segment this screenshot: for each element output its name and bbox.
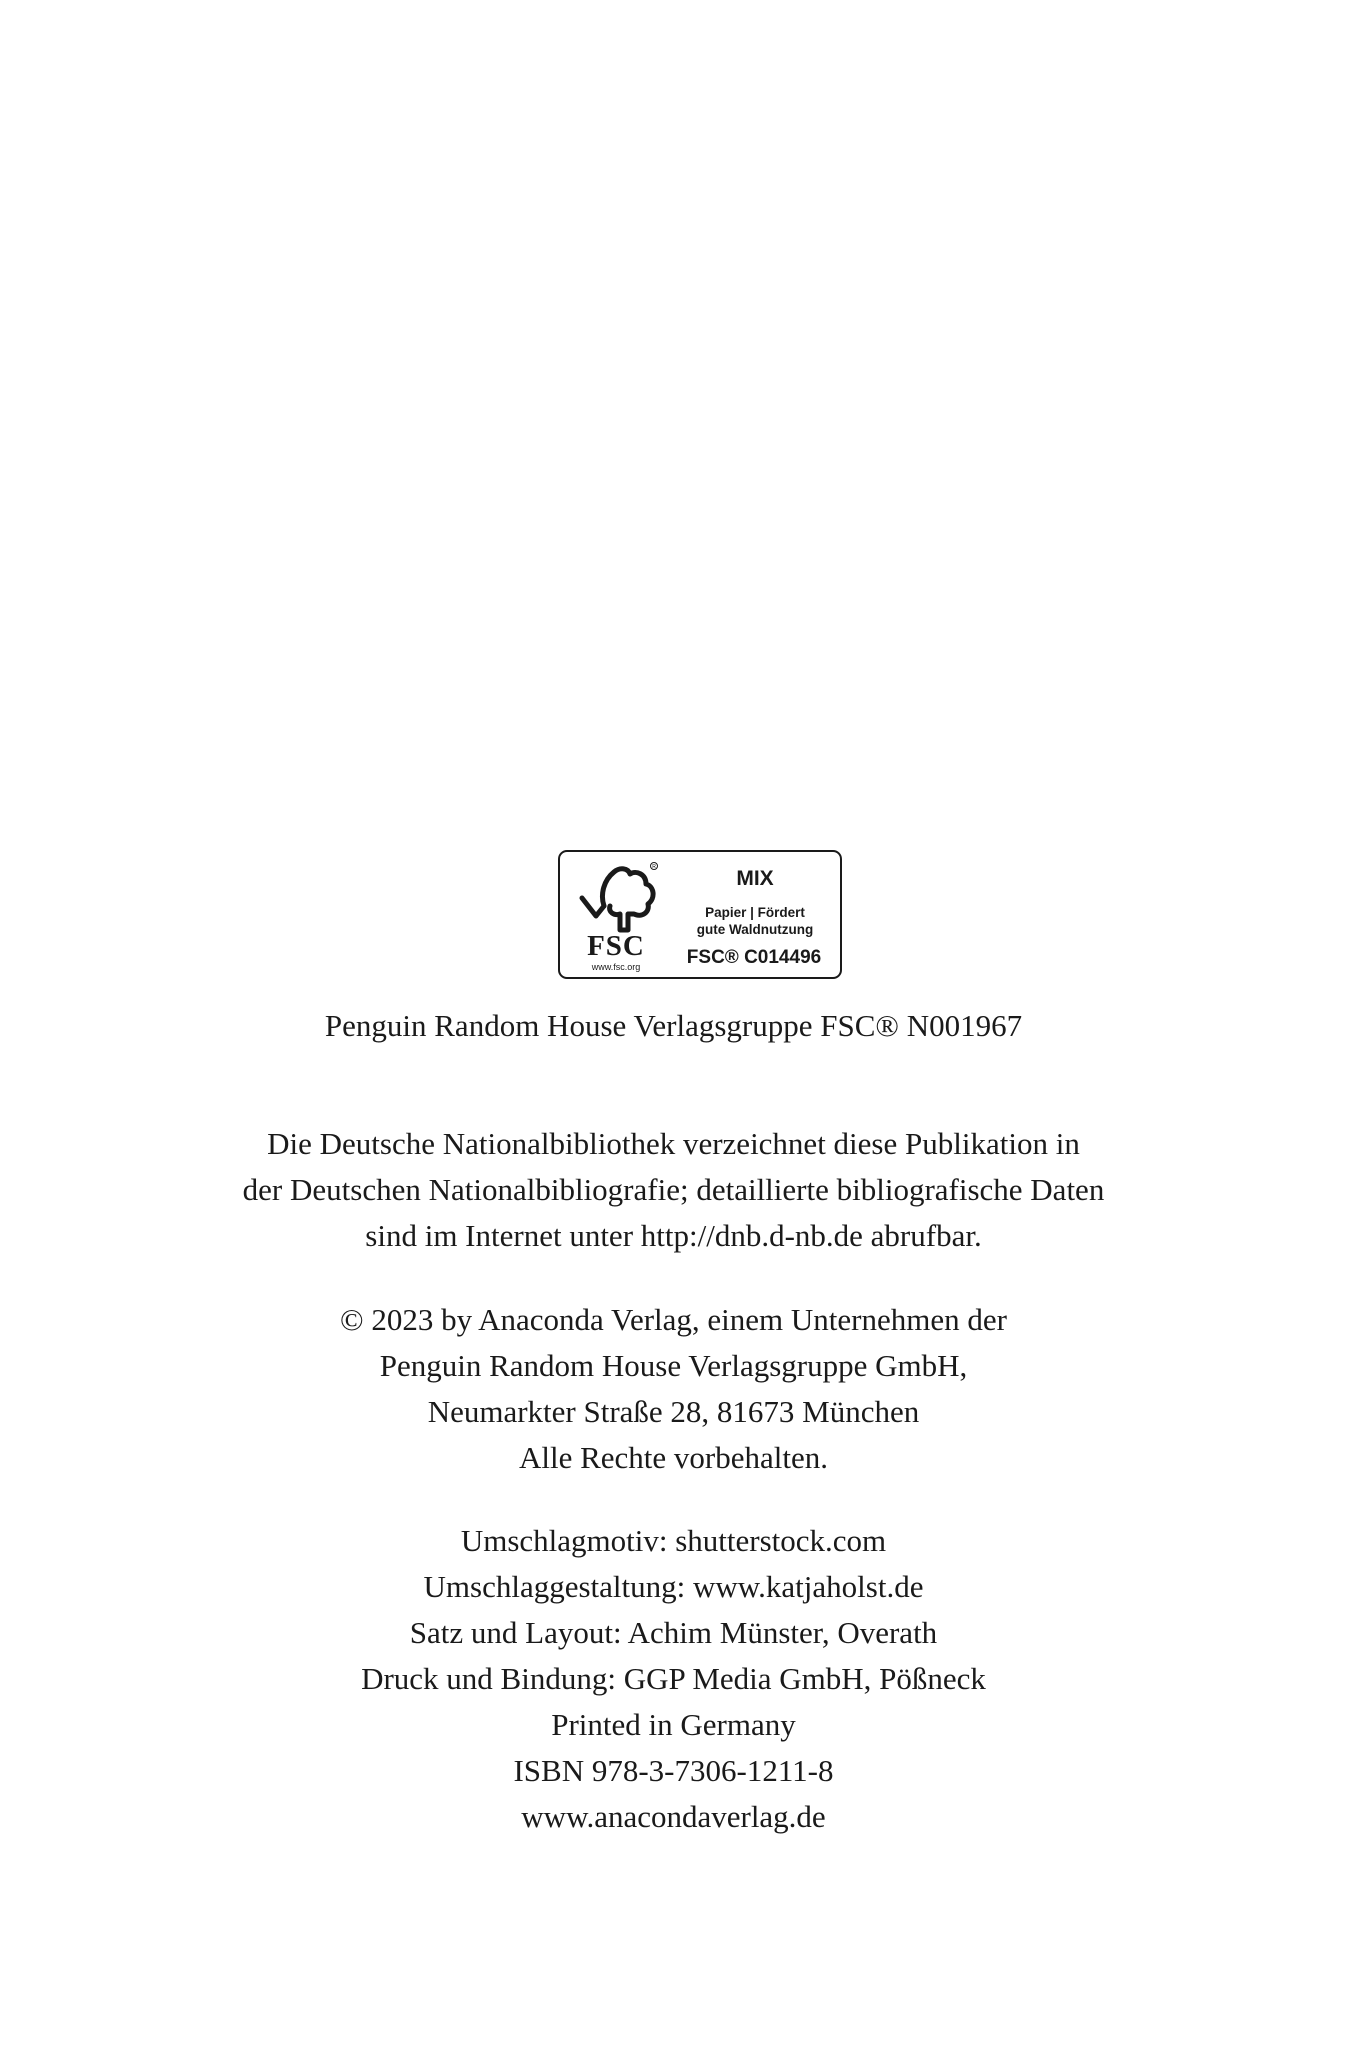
credit-line-printing: Druck und Bindung: GGP Media GmbH, Pößneck [361,1661,986,1696]
fsc-description-line: Papier | Fördert [705,905,805,920]
fsc-wordmark: FSC [587,930,645,962]
copyright-line: Neumarkter Straße 28, 81673 München [427,1394,920,1429]
copyright-line: Penguin Random House Verlagsgruppe GmbH, [379,1348,968,1383]
dnb-notice [0,1121,1347,1259]
fsc-description-line: gute Waldnutzung [696,922,814,937]
fsc-description [670,904,840,938]
fsc-mix-label: MIX [736,867,774,890]
fsc-statement-text: Penguin Random House Verlagsgruppe FSC® N001967 [324,1008,1023,1043]
svg-text:R: R [652,864,656,870]
credit-line-printed-in: Printed in Germany [551,1707,796,1742]
fsc-mix-logo [558,850,842,979]
dnb-notice-line: der Deutschen Nationalbibliografie; detaillierte bibliografische Daten [242,1172,1105,1207]
credit-line-cover-motif: Umschlagmotiv: shutterstock.com [460,1523,887,1558]
production-credits [0,1518,1347,1840]
copyright-notice [0,1297,1347,1481]
isbn: ISBN 978-3-7306-1211-8 [513,1753,834,1788]
copyright-line: Alle Rechte vorbehalten. [518,1440,829,1475]
credit-line-cover-design: Umschlaggestaltung: www.katjaholst.de [423,1569,924,1604]
credit-line-typesetting: Satz und Layout: Achim Münster, Overath [409,1615,938,1650]
publisher-website: www.anacondaverlag.de [521,1799,826,1834]
fsc-tree-check-icon [570,858,660,938]
dnb-notice-line: Die Deutsche Nationalbibliothek verzeichnet diese Publikation in [267,1126,1080,1161]
dnb-notice-line: sind im Internet unter http://dnb.d-nb.de abrufbar. [365,1218,982,1253]
copyright-line: © 2023 by Anaconda Verlag, einem Unternehmen der [340,1302,1007,1337]
fsc-website: www.fsc.org [591,962,641,972]
fsc-license-code: FSC® C014496 [686,947,822,968]
fsc-statement [0,1003,1347,1049]
